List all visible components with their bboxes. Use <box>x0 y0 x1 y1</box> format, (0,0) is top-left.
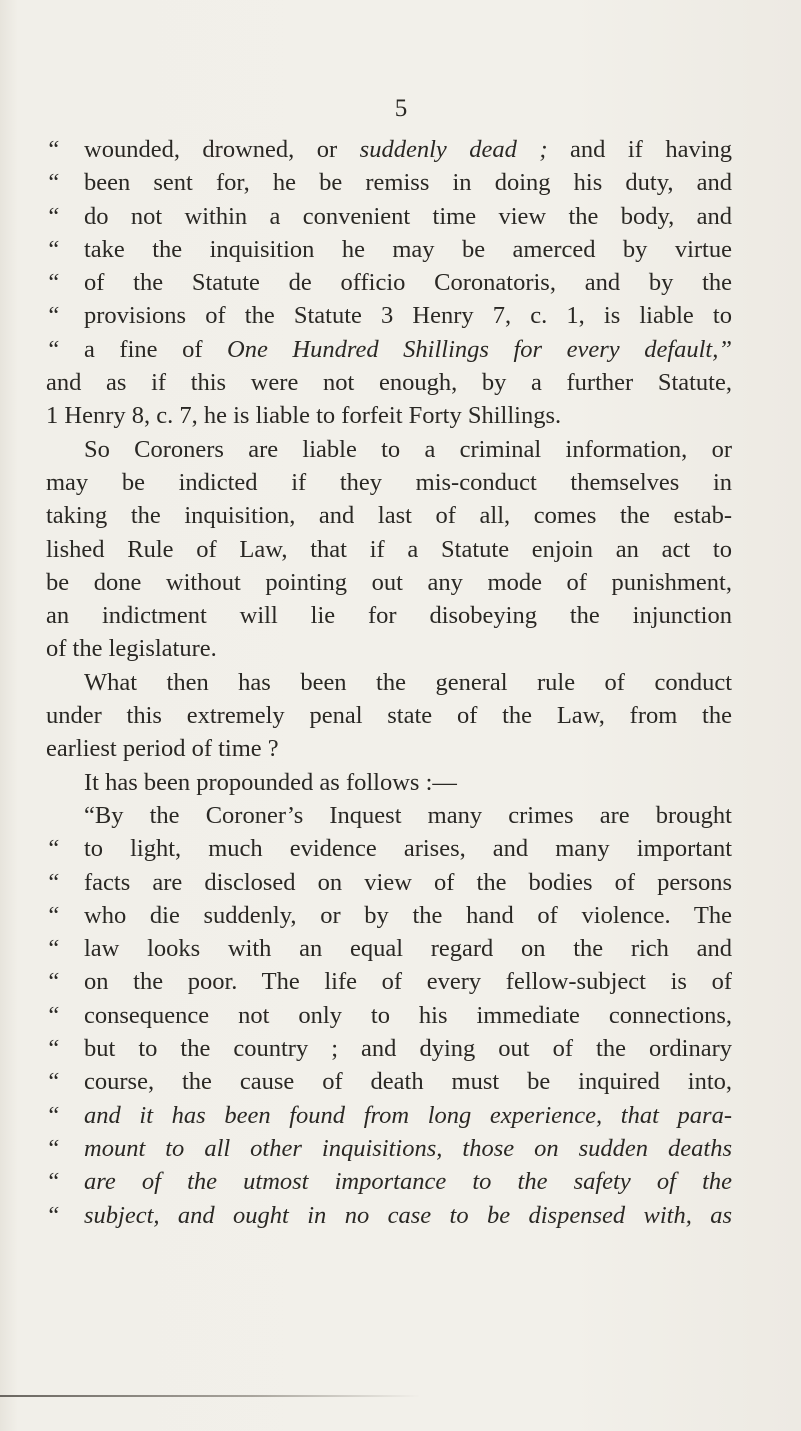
text-line <box>46 233 732 266</box>
italic-text: One Hundred Shillings for every default,” <box>227 335 732 363</box>
quote-mark: “ <box>46 1001 60 1029</box>
text-run: do not within a convenient time view the body, and <box>84 202 732 230</box>
italic-text: mount to all other inquisitions, those on sudden deaths <box>84 1134 732 1162</box>
text-line <box>46 499 732 532</box>
text-line <box>46 1165 732 1198</box>
text-line <box>46 666 732 699</box>
text-line <box>46 932 732 965</box>
text-line <box>46 1132 732 1165</box>
text-line <box>46 965 732 998</box>
text-run: an indictment will lie for disobeying the injunction <box>46 602 732 630</box>
quote-mark: “ <box>46 935 60 963</box>
text-run: What then has been the general rule of conduct <box>84 668 732 696</box>
text-line <box>46 1032 732 1065</box>
text-line <box>46 566 732 599</box>
quote-mark: “ <box>46 1168 60 1196</box>
text-run: take the inquisition he may be amerced by virtue <box>84 235 732 263</box>
text-run: 1 Henry 8, c. 7, he is liable to forfeit Forty Shillings. <box>46 402 562 430</box>
text-run: and as if this were not enough, by a further Statute, <box>46 369 732 397</box>
text-run: provisions of the Statute 3 Henry 7, c. 1, is liable to <box>84 302 732 330</box>
italic-text: and it has been found from long experience, that para- <box>84 1101 732 1129</box>
quote-mark: “ <box>46 1201 60 1229</box>
quote-mark: “ <box>46 335 60 363</box>
text-line <box>46 999 732 1032</box>
quote-mark: “ <box>46 1101 60 1129</box>
text-line <box>46 632 732 665</box>
italic-text: are of the utmost importance to the safety of the <box>84 1168 732 1196</box>
text-line <box>46 1099 732 1132</box>
text-line <box>46 466 732 499</box>
text-run: facts are disclosed on view of the bodies of persons <box>84 868 732 896</box>
text-line <box>46 899 732 932</box>
quote-mark: “ <box>46 302 60 330</box>
quote-mark: “ <box>46 235 60 263</box>
text-run: been sent for, he be remiss in doing his duty, and <box>84 169 732 197</box>
text-run: of the Statute de officio Coronatoris, and by the <box>84 269 732 297</box>
text-run: may be indicted if they mis-conduct themselves in <box>46 468 732 496</box>
quote-mark: “ <box>46 269 60 297</box>
quote-mark: “ <box>46 1068 60 1096</box>
text-line <box>46 366 732 399</box>
text-line <box>46 200 732 233</box>
text-line <box>46 799 732 832</box>
text-line <box>46 732 732 765</box>
quote-mark: “ <box>46 835 60 863</box>
text-run: lished Rule of Law, that if a Statute enjoin an act to <box>46 535 732 563</box>
quote-mark: “ <box>46 868 60 896</box>
text-run: be done without pointing out any mode of punishment, <box>46 568 732 596</box>
text-line <box>46 766 732 799</box>
quote-mark: “ <box>46 901 60 929</box>
italic-text: suddenly dead ; <box>359 136 548 163</box>
text-run: So Coroners are liable to a criminal information, or <box>84 435 732 463</box>
text-run: earliest period of time ? <box>46 735 279 763</box>
text-line <box>46 832 732 865</box>
text-run: wounded, drowned, or <box>84 136 360 163</box>
text-run: who die suddenly, or by the hand of violence. The <box>84 901 732 929</box>
text-line <box>46 399 732 432</box>
text-run: “By the Coroner’s Inquest many crimes are brought <box>84 801 732 829</box>
text-run: a fine of <box>84 335 228 363</box>
quote-mark: “ <box>46 968 60 996</box>
text-line <box>46 166 732 199</box>
text-line <box>46 699 732 732</box>
quote-mark: “ <box>46 202 60 230</box>
quote-mark: “ <box>46 1035 60 1063</box>
body-text <box>46 133 732 1232</box>
text-run: consequence not only to his immediate connections, <box>84 1001 732 1029</box>
text-run: taking the inquisition, and last of all, comes the estab- <box>46 502 732 530</box>
text-line <box>46 433 732 466</box>
text-run: It has been propounded as follows :— <box>84 768 457 796</box>
text-line <box>46 599 732 632</box>
text-run: on the poor. The life of every fellow-subject is of <box>84 968 732 996</box>
text-run: law looks with an equal regard on the rich and <box>84 935 732 963</box>
text-line <box>46 866 732 899</box>
text-line <box>46 299 732 332</box>
text-line <box>46 133 732 166</box>
text-line <box>46 1199 732 1232</box>
text-line <box>46 1065 732 1098</box>
text-line <box>46 333 732 366</box>
quote-mark: “ <box>46 169 60 197</box>
page-edge-shadow <box>0 1395 420 1397</box>
text-run: course, the cause of death must be inquired into, <box>84 1068 732 1096</box>
text-run: but to the country ; and dying out of the ordinary <box>84 1035 732 1063</box>
text-line <box>46 533 732 566</box>
quote-mark: “ <box>46 136 60 163</box>
text-run: of the legislature. <box>46 635 217 663</box>
text-run: under this extremely penal state of the Law, from the <box>46 702 732 730</box>
quote-mark: “ <box>46 1134 60 1162</box>
text-line <box>46 266 732 299</box>
page-number: 5 <box>394 95 408 122</box>
text-run: to light, much evidence arises, and many important <box>84 835 732 863</box>
text-run: and if having <box>547 136 732 163</box>
italic-text: subject, and ought in no case to be dispensed with, as <box>84 1201 732 1229</box>
